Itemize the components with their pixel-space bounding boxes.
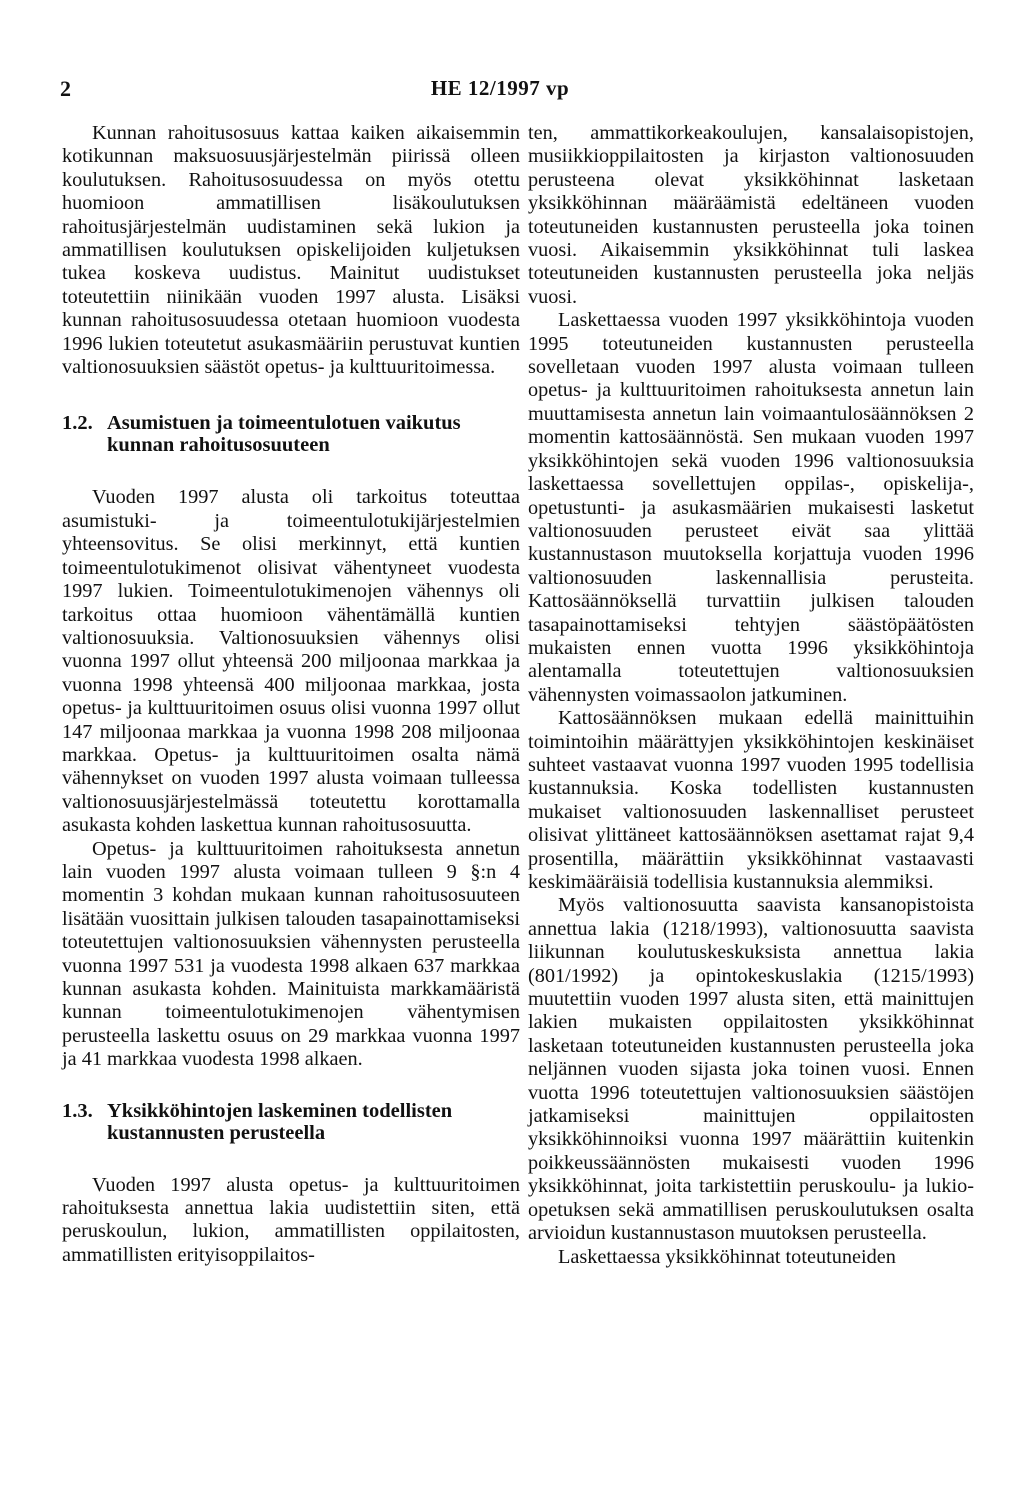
left-paragraph-2: Vuoden 1997 alusta oli tarkoitus toteuttaa asumistuki- ja toimeentulotukijärjestelmien yhteensovitus. Se olisi merkinnyt, että kuntien toimeentulotukimenot olisivat vähentyneet vuodesta 1997 lukien. Toimeentulotukimenojen vähennys oli tarkoitus ottaa huomioon vähentämällä kuntien valtionosuuksia. Valtionosuuksien vähennys olisi vuonna 1997 ollut yhteensä 200 miljoonaa markkaa ja vuonna 1998 yhteensä 400 miljoonaa markkaa, josta opetus- ja kulttuuritoimen osuus olisi vuonna 1997 ollut 147 miljoonaa markkaa ja vuonna 1998 208 miljoonaa markkaa. Opetus- ja kulttuuritoimen osalta nämä vähennykset on vuoden 1997 alusta voimaan tulleessa valtionosuusjärjestelmässä toteutettu korottamalla asukasta kohden laskettua kunnan rahoitusosuutta.: [62, 486, 520, 837]
left-paragraph-1: Kunnan rahoitusosuus kattaa kaiken aikaisemmin kotikunnan maksuosuusjärjestelmän piirissä olleen koulutuksen. Rahoitusosuudessa on myös otettu huomioon ammatillisen lisäkoulutuksen rahoitusjärjestelmän uudistaminen sekä lukion ja ammatillisen koulutuksen opiskelijoiden kuljetuksen tukea koskeva uudistus. Mainitut uudistukset toteutettiin niinikään vuoden 1997 alusta. Lisäksi kunnan rahoitusosuudessa otetaan huomioon vuodesta 1996 lukien toteutetut asukasmääriin perustuvat kuntien valtionosuuksien säästöt opetus- ja kulttuuritoimessa.: [62, 122, 520, 379]
section-title: Asumistuen ja toimeentulotuen vaikutus kunnan rahoitusosuuteen: [107, 412, 461, 457]
left-column: [62, 122, 520, 1267]
right-paragraph-3: Kattosäännöksen mukaan edellä mainittuihin toimintoihin määrättyjen yksikköhintojen keskinäiset suhteet vastaavat vuonna 1997 vuoden 1995 todellisia kustannuksia. Koska todellisten kustannusten mukaiset valtionosuuden laskennalliset perusteet olisivat ylittäneet kattosäännöksen asettamat rajat 9,4 prosentilla, määrättiin yksikköhinnat vastaavasti keskimääräisiä todellisia kustannuksia alemmiksi.: [528, 707, 974, 893]
section-number: 1.3.: [62, 1099, 93, 1122]
right-paragraph-5: Laskettaessa yksikköhinnat toteutuneiden: [558, 1245, 896, 1268]
left-paragraph-3: Opetus- ja kulttuuritoimen rahoituksesta annetun lain vuoden 1997 alusta voimaan tulleen 9 §:n 4 momentin 3 kohdan mukaan kunnan rahoitusosuuteen lisätään vuosittain julkisen talouden tasapainottamiseksi toteutettujen valtionosuuksien vähennysten perusteella vuonna 1997 531 ja vuodesta 1998 alkaen 637 markkaa kunnan asukasta kohden. Mainituista markkamääristä kunnan toimeentulotukimenojen vähentymisen perusteella laskettu osuus on 29 markkaa vuonna 1997 ja 41 markkaa vuodesta 1998 alkaen.: [62, 837, 520, 1071]
section-heading-1-2: [62, 412, 520, 456]
section-number: 1.2.: [62, 412, 93, 435]
running-head: HE 12/1997 vp: [430, 76, 570, 100]
section-heading-1-3: [62, 1100, 520, 1144]
right-paragraph-1: ten, ammattikorkeakoulujen, kansalaisopistojen, musiikkioppilaitosten ja kirjaston valtionosuuden perusteena olevat yksikköhinnat lasketaan yksikköhinnan määräämistä edeltäneen vuoden toteutuneiden kustannusten perusteella joka toinen vuosi. Aikaisemmin yksikköhinnat tuli laskea toteutuneiden kustannusten perusteella joka neljäs vuosi.: [528, 122, 974, 308]
right-column: [528, 122, 974, 1269]
section-title: Yksikköhintojen laskeminen todellisten kustannusten perusteella: [107, 1099, 453, 1144]
page-number: 2: [60, 76, 71, 101]
left-paragraph-4: Vuoden 1997 alusta opetus- ja kulttuuritoimen rahoituksesta annettua lakia uudistettiin siten, että peruskoulun, lukion, ammatillisten oppilaitosten, ammatillisten erityisoppilaitos-: [62, 1173, 520, 1266]
right-paragraph-2: Laskettaessa vuoden 1997 yksikköhintoja vuoden 1995 toteutuneiden kustannusten perusteella sovelletaan vuoden 1997 alusta voimaan tulleen opetus- ja kulttuuritoimen rahoituksesta annetun lain muuttamisesta annetun lain voimaantulosäännöksen 2 momentin kattosäännöstä. Sen mukaan vuoden 1997 yksikköhintojen sekä vuoden 1996 valtionosuuksia laskettaessa sovellettujen oppilas-, opiskelija-, opetustunti- ja asukasmäärien mukaisesti lasketut valtionosuuden perusteet eivät saa ylittää kustannustason muutoksella korjattuja vuoden 1996 valtionosuuden laskennallisia perusteita. Kattosäännöksellä turvattiin julkisen talouden tasapainottamiseksi tehtyjen säästöpäätösten mukaisten ennen vuotta 1996 yksikköhintoja alentamalla toteutettujen valtionosuuksien vähennysten voimassaolon jatkuminen.: [528, 309, 974, 706]
right-paragraph-4: Myös valtionosuutta saavista kansanopistoista annettua lakia (1218/1993), valtionosuutta saavista liikunnan koulutuskeskuksista annettua lakia (801/1992) ja opintokeskuslakia (1215/1993) muutettiin vuoden 1997 alusta siten, että mainittujen lakien mukaisten oppilaitosten yksikköhinnat lasketaan toteutuneiden kustannusten perusteella joka neljännen vuoden sijasta joka toinen vuosi. Ennen vuotta 1996 toteutettujen valtionosuuksien säästöjen jatkamiseksi mainittujen oppilaitosten yksikköhinnoiksi vuonna 1997 määrättiin kuitenkin poikkeussäännösten mukaisesti vuoden 1996 yksikköhinnat, joita tarkistettiin peruskoulu- ja lukio-opetuksen sekä ammatillisen peruskoulutuksen osalta arvioidun kustannustason muutoksen perusteella.: [528, 894, 974, 1245]
